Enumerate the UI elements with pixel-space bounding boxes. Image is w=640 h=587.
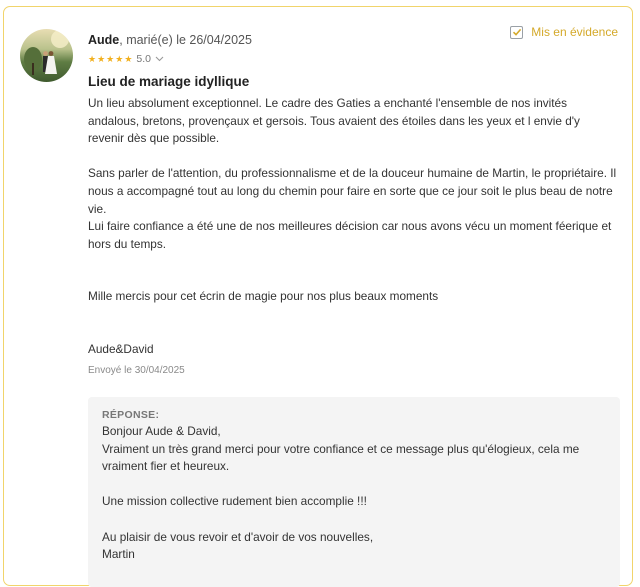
review-paragraph: Lui faire confiance a été une de nos meilleures décision car nous avons vécu un moment féerique et hors du temps. <box>88 219 612 251</box>
rating[interactable] <box>88 53 164 65</box>
star-icon: ★ <box>97 54 106 64</box>
avatar[interactable] <box>20 29 73 82</box>
review-card <box>3 6 633 586</box>
rating-value: 5.0 <box>136 53 151 65</box>
reply-label: RÉPONSE: <box>102 409 160 421</box>
review-paragraph: Sans parler de l'attention, du professionnalisme et de la douceur humaine de Martin, le propriétaire. Il nous a accompagné tout au long du chemin pour faire en sorte que ce jour soit le plus beau de notre vie. <box>88 166 617 216</box>
wedding-date: , marié(e) le 26/04/2025 <box>119 33 252 47</box>
review-title: Lieu de mariage idyllique <box>88 74 250 89</box>
reply-line: Vraiment un très grand merci pour votre confiance et ce message plus qu'élogieux, cela me vraiment fier et heureux. <box>102 441 580 474</box>
reply-signature: Martin <box>102 547 135 562</box>
review-paragraph: Un lieu absolument exceptionnel. Le cadre des Gaties a enchanté l'ensemble de nos invités andalous, bretons, provençaux et gersois. Tous avaient des étoiles dans les yeux et l envie d'y revenir dès que possible. <box>88 96 580 146</box>
reply-line: Au plaisir de vous revoir et d'avoir de vos nouvelles, <box>102 529 374 544</box>
reply-line: Une mission collective rudement bien accomplie !!! <box>102 494 367 509</box>
vendor-reply <box>88 397 620 587</box>
chevron-down-icon[interactable] <box>155 53 164 65</box>
review-signature: Aude&David <box>88 341 154 356</box>
review-paragraph: Mille mercis pour cet écrin de magie pour nos plus beaux moments <box>88 289 439 304</box>
star-icon: ★ <box>106 54 115 64</box>
star-icon: ★ <box>88 54 97 64</box>
featured-label: Mis en évidence <box>531 25 618 39</box>
author-line <box>88 33 252 47</box>
star-icon: ★ <box>115 54 124 64</box>
featured-toggle[interactable] <box>510 25 618 39</box>
star-rating <box>88 54 132 64</box>
reply-line: Bonjour Aude & David, <box>102 424 221 438</box>
sent-date: Envoyé le 30/04/2025 <box>88 365 185 376</box>
review-body <box>88 95 618 359</box>
reply-body <box>102 423 606 564</box>
star-icon: ★ <box>124 54 133 64</box>
checkbox-icon[interactable] <box>510 26 523 39</box>
author-name: Aude <box>88 33 120 47</box>
